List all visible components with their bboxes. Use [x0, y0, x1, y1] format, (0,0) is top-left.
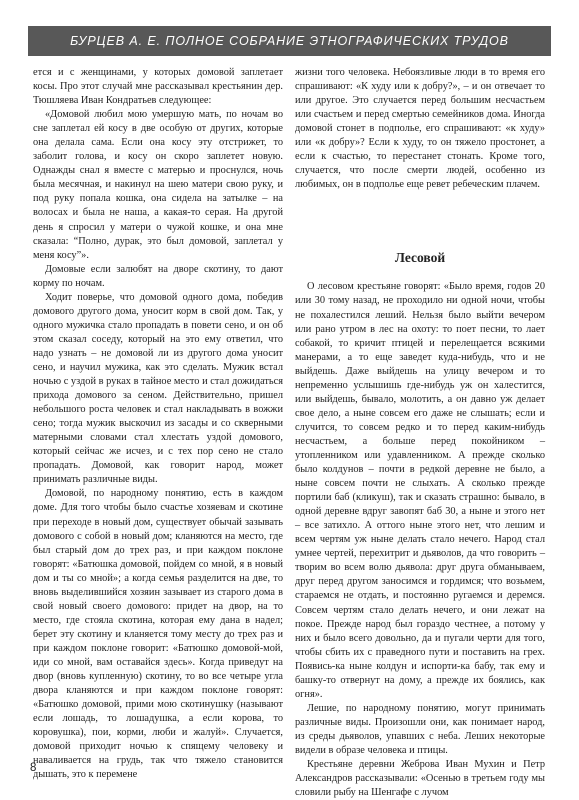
section-spacer: [295, 268, 545, 280]
right-column: [295, 66, 545, 800]
paragraph: Домовой, по народному понятию, есть в каждом доме. Для того чтобы было счастье хозяевам и скотине при переходе в новый дом, существует обычай зазывать домового с собой в новый дом; кланяются на место, где был старый дом до трех раз, и при каждом поклоне говорят: «Батюшка домовой, пойдем со мной, я в новый дом и ты со мной»; а когда семья разделится на две, то вновь выделившийся хозяин зазывает из старого дома в свой новый своего домового: придет на двор, на то место, где стояла скотина, которая ему дана в надел; берет эту скотину и кланяется тому месту до трех раз и при каждом поклоне говорит: «Батюшко домовой-мой, иди со мной, вам оставайся здесь». Когда приведут на двор (вновь купленную) скотину, то во все четыре угла двора кланяются и при каждом поклоне говорят: «Батюшко домовой, прими мою скотинушку (называют если лошадь, то лошадушка, а если корова, то коровушка), пои, корми, люби и жалуй». Случается, домовой приходит ночью к спящему человеку и наваливается на грудь, так что тяжело становится дышать, это к перемене: [33, 488, 283, 781]
paragraph: Домовые если залюбят на дворе скотину, то дают корму по ночам.: [33, 263, 283, 289]
paragraph: Лешие, по народному понятию, могут принимать различные виды. Произошли они, как понимает народ, из среды дьяволов, упавших с неба. Леших некоторые видели в образе человека и птицы.: [295, 702, 545, 756]
paragraph: Ходит поверье, что домовой одного дома, победив домового другого дома, уносит корм в свой дом. Так, у одного мужичка стало пропадать в повети сено, и он об этом сказал соседу, который на это ему ответил, что надо узнать – не домовой ли из другого дома уносит сено, и научил мужика, как это сделать. Мужик встал ночью с уздой в руках в тайное место и стал дожидаться прихода домового за сеном. Действительно, пришел небольшого роста человек и стал накладывать в вожжи сено; тогда мужик выскочил из засады и со скверными матерными словами стал хлестать уздой домового, который сейчас же исчез, и с тех пор сено не стало пропадать. Домовой, как говорит народ, может принимать различные виды.: [33, 291, 283, 486]
paragraph: О лесовом крестьяне говорят: «Было время, годов 20 или 30 тому назад, не проходило ни одной ночи, чтобы не похалестился леший. Нельзя было выйти вечером или рано утром в лес на охоту: то поет песни, то лает собакой, то кричит птицей и перелещается всякими манерами, а то еще заведет куда-нибудь, что и не выйдешь. Даже выйдешь на улицу вечером и то непременно услышишь где-нибудь уж он халестится, или выйдешь, бывало, молотить, а он давно уж делает свое дело, а ныне совсем его даже не слышать; если и случится, то совсем редко и то перед каким-нибудь несчастьем, а больше перед покойником – утопленником или удавленником. А прежде сколько было колдунов – почти в редкой деревне не было, а ныне совсем почти не слыхать. А сколько прежде портили баб (кликуш), так и сказать страшно: бывало, в одной деревне вдруг завопят баб 30, а ныне и этого нет – все затихло. А оттого ныне этого нет, что лешим и всем чертям уж ныне делать стало нечего. Народ стал умнее чертей, перехитрит и дьяволов, да что говорить – творим во всем волю дьявола: друг друга обманываем, друг перед другом заносимся и гордимся; что возьмем, стараемся не отдать, и постоянно ругаемся и деремся. Совсем чертям стало делать нечего, и они лежат на покое. Прежде народ был гораздо честнее, а потому у них и было всего довольно, да и пугали черти для того, чтобы сбить их с праведного пути и поставить на грех. Появись-ка ныне колдун и испорти-ка бабу, так ему и башку-то отвернут на дому, а прежде их боялись, как огня».: [295, 281, 545, 700]
running-header-title: БУРЦЕВ А. Е. ПОЛНОЕ СОБРАНИЕ ЭТНОГРАФИЧЕСКИХ ТРУДОВ: [70, 34, 509, 48]
section-spacer: [295, 192, 545, 248]
paragraph: Крестьяне деревни Жеброва Иван Мухин и Петр Александров рассказывали: «Осенью в третьем году мы словили рыбу на Шенгафе с лучом: [295, 759, 545, 799]
section-title: Лесовой: [394, 250, 446, 266]
paragraph: ется и с женщинами, у которых домовой заплетает косы. Про этот случай мне рассказывал крестьянин дер. Тюшляева Иван Кондратьев следующее:: [33, 67, 283, 107]
page-number: 8: [30, 762, 37, 774]
running-header: [28, 26, 551, 56]
left-column: [33, 66, 283, 782]
paragraph: жизни того человека. Небоязливые люди в то время его спрашивают: «К худу или к добру?», – и он отвечает то или другое. Это случается перед большим несчастьем или счастьем и перед смертью семейников дома. Иногда домовой стонет в подполье, его спрашивают: «к худу» или «к добру»? Если к худу, то он тяжело простонет, а если к счастью, то перестанет стонать. Кроме того, случается, что после смерти людей, особенно из любимых, он в подполье еще ревет ребеческим плачем.: [295, 67, 545, 191]
paragraph: «Домовой любил мою умершую мать, по ночам во сне заплетал ей косу в две особую от других, которые она делала сама. Если она косу эту отстрижет, то заболит голова, и косу он скоро заплетет новую. Однажды снал я вместе с матерью и проснулся, ночь была месячная, и накинул на шею матери свою руку, и под руку попала кошка, она сидела на затылке – на волосах и была не наша, а какая-то серая. На другой день я спросил у матери о чужой кошке, и она мне сказала: “Полно, дурак, это был домовой, заплетал у меня косу”».: [33, 109, 283, 261]
